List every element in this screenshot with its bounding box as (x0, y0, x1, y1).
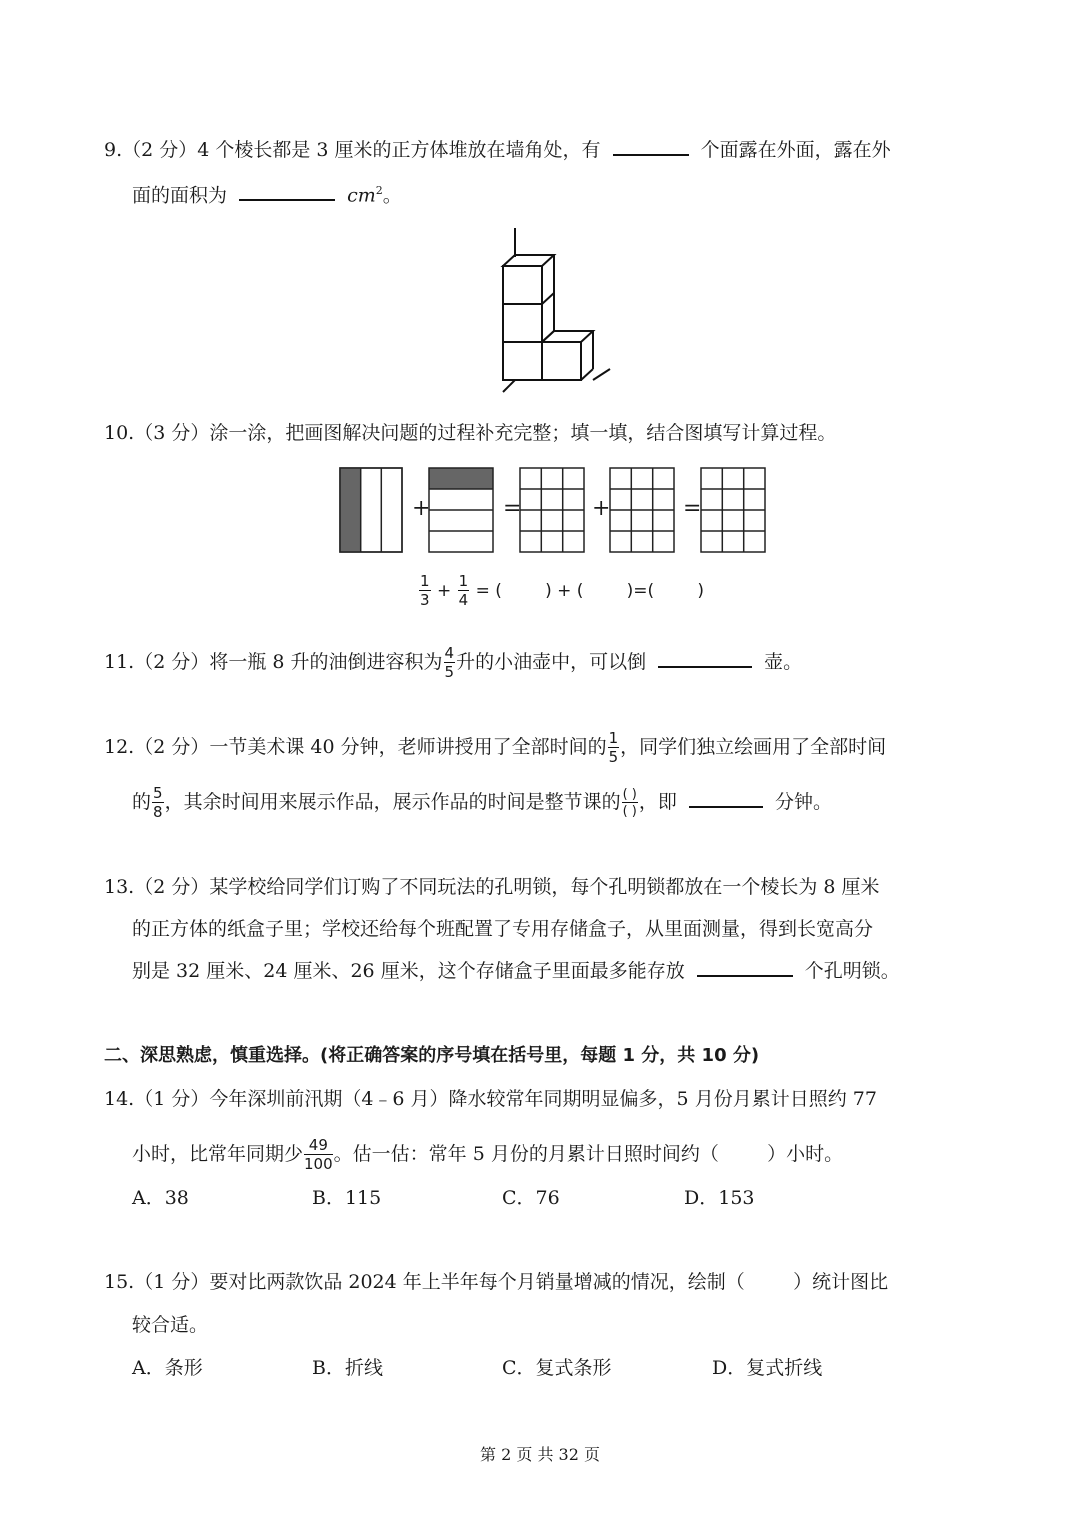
q15-option-a[interactable]: A．条形 (132, 1357, 203, 1379)
q15-option-c[interactable]: C．复式条形 (502, 1357, 612, 1379)
q10-plus-1: + (412, 496, 431, 521)
q13-text-b: 个孔明锁。 (804, 960, 900, 982)
q9-text-a: 9.（2 分）4 个棱长都是 3 厘米的正方体堆放在墙角处，有 (104, 139, 601, 161)
q9-line2 (132, 185, 402, 205)
q12-text-c: 的 (132, 791, 152, 813)
q14-frac: $\frac{49}{100}$ (304, 1136, 333, 1173)
q13-text-a: 别是 32 厘米、24 厘米、26 厘米，这个存储盒子里面最多能存放 (132, 960, 685, 982)
q14-option-c[interactable]: C．76 (502, 1187, 560, 1209)
q9-text-b: 个面露在外面，露在外 (700, 139, 891, 161)
q9-blank-area[interactable] (239, 198, 335, 201)
q12-text-a: 12.（2 分）一节美术课 40 分钟，老师讲授用了全部时间的 (104, 736, 607, 758)
q10-equation (418, 574, 704, 608)
q14-option-a[interactable]: A．38 (132, 1187, 189, 1209)
q9-blank-faces[interactable] (613, 153, 689, 156)
q12-line1 (104, 731, 886, 765)
q9-unit-exp: 2 (375, 184, 383, 197)
q14-option-b[interactable]: B．115 (312, 1187, 382, 1209)
q12-text-b: ，同学们独立绘画用了全部时间 (620, 736, 887, 758)
q14-option-d[interactable]: D．153 (684, 1187, 755, 1209)
q10-equation-tail[interactable]: = ( ) + ( )=( ) (475, 581, 704, 601)
q12-text-e: ，即 (638, 791, 677, 813)
q15-option-d[interactable]: D．复式折线 (712, 1357, 823, 1379)
q11-text-b: 升的小油壶中，可以倒 (456, 651, 647, 673)
cube-stack-figure (488, 224, 618, 399)
q11-blank[interactable] (658, 665, 752, 668)
q10-plus-2: + (592, 496, 611, 521)
q13-line3 (132, 962, 900, 981)
q12-frac-1: $\frac{1}{5}$ (608, 729, 619, 766)
q13-blank[interactable] (697, 974, 793, 977)
q10-text: 10.（3 分）涂一涂，把画图解决问题的过程补充完整；填一填，结合图填写计算过程。 (104, 422, 837, 444)
q9-text-area: 面的面积为 (132, 184, 228, 207)
q11-frac: $\frac{4}{5}$ (444, 644, 455, 681)
q10-frac-1: $\frac{1}{3}$ (420, 572, 430, 609)
q13-line2: 的正方体的纸盒子里；学校还给每个班配置了专用存储盒子，从里面测量，得到长宽高分 (132, 918, 874, 940)
q14-text-b: 。估一估：常年 5 月份的月累计日照时间约（ ）小时。 (333, 1143, 844, 1165)
q9-unit: cm (347, 184, 376, 207)
q11-line (104, 646, 802, 680)
q10-op-plus: + (436, 581, 452, 601)
q15-option-b[interactable]: B．折线 (312, 1357, 383, 1379)
q11-text-c: 壶。 (764, 651, 803, 673)
page-footer: 第 2 页 共 32 页 (480, 1445, 600, 1464)
q12-blank-minutes[interactable] (689, 805, 763, 808)
q15-line2: 较合适。 (132, 1314, 209, 1336)
section-2-heading: 二、深思熟虑，慎重选择。(将正确答案的序号填在括号里，每题 1 分，共 10 分) (104, 1045, 760, 1066)
q14-text-a: 小时，比常年同期少 (132, 1143, 304, 1165)
q10-equals-1: = (503, 496, 522, 521)
q12-frac-2: $\frac{5}{8}$ (153, 784, 163, 821)
q12-line2 (132, 786, 832, 820)
q12-text-d: ，其余时间用来展示作品，展示作品的时间是整节课的 (164, 791, 621, 813)
q9-line1 (104, 141, 891, 160)
q13-line1: 13.（2 分）某学校给同学们订购了不同玩法的孔明锁，每个孔明锁都放在一个棱长为 8 厘米 (104, 876, 880, 898)
q12-text-f: 分钟。 (774, 791, 832, 813)
q14-line1: 14.（1 分）今年深圳前汛期（4﹣6 月）降水较常年同期明显偏多，5 月份月累计日照约 77 (104, 1088, 877, 1110)
fraction-grid-figure (335, 464, 775, 564)
q12-frac-blank[interactable]: $\frac{( )}{( )}$ (622, 787, 637, 819)
q10-equals-2: = (683, 496, 702, 521)
q11-text-a: 11.（2 分）将一瓶 8 升的油倒进容积为 (104, 651, 443, 673)
q9-end: 。 (382, 184, 402, 207)
q14-line2 (132, 1138, 843, 1172)
q10-frac-2: $\frac{1}{4}$ (458, 572, 469, 609)
q15-line1: 15.（1 分）要对比两款饮品 2024 年上半年每个月销量增减的情况，绘制（ ）统计图比 (104, 1271, 889, 1293)
